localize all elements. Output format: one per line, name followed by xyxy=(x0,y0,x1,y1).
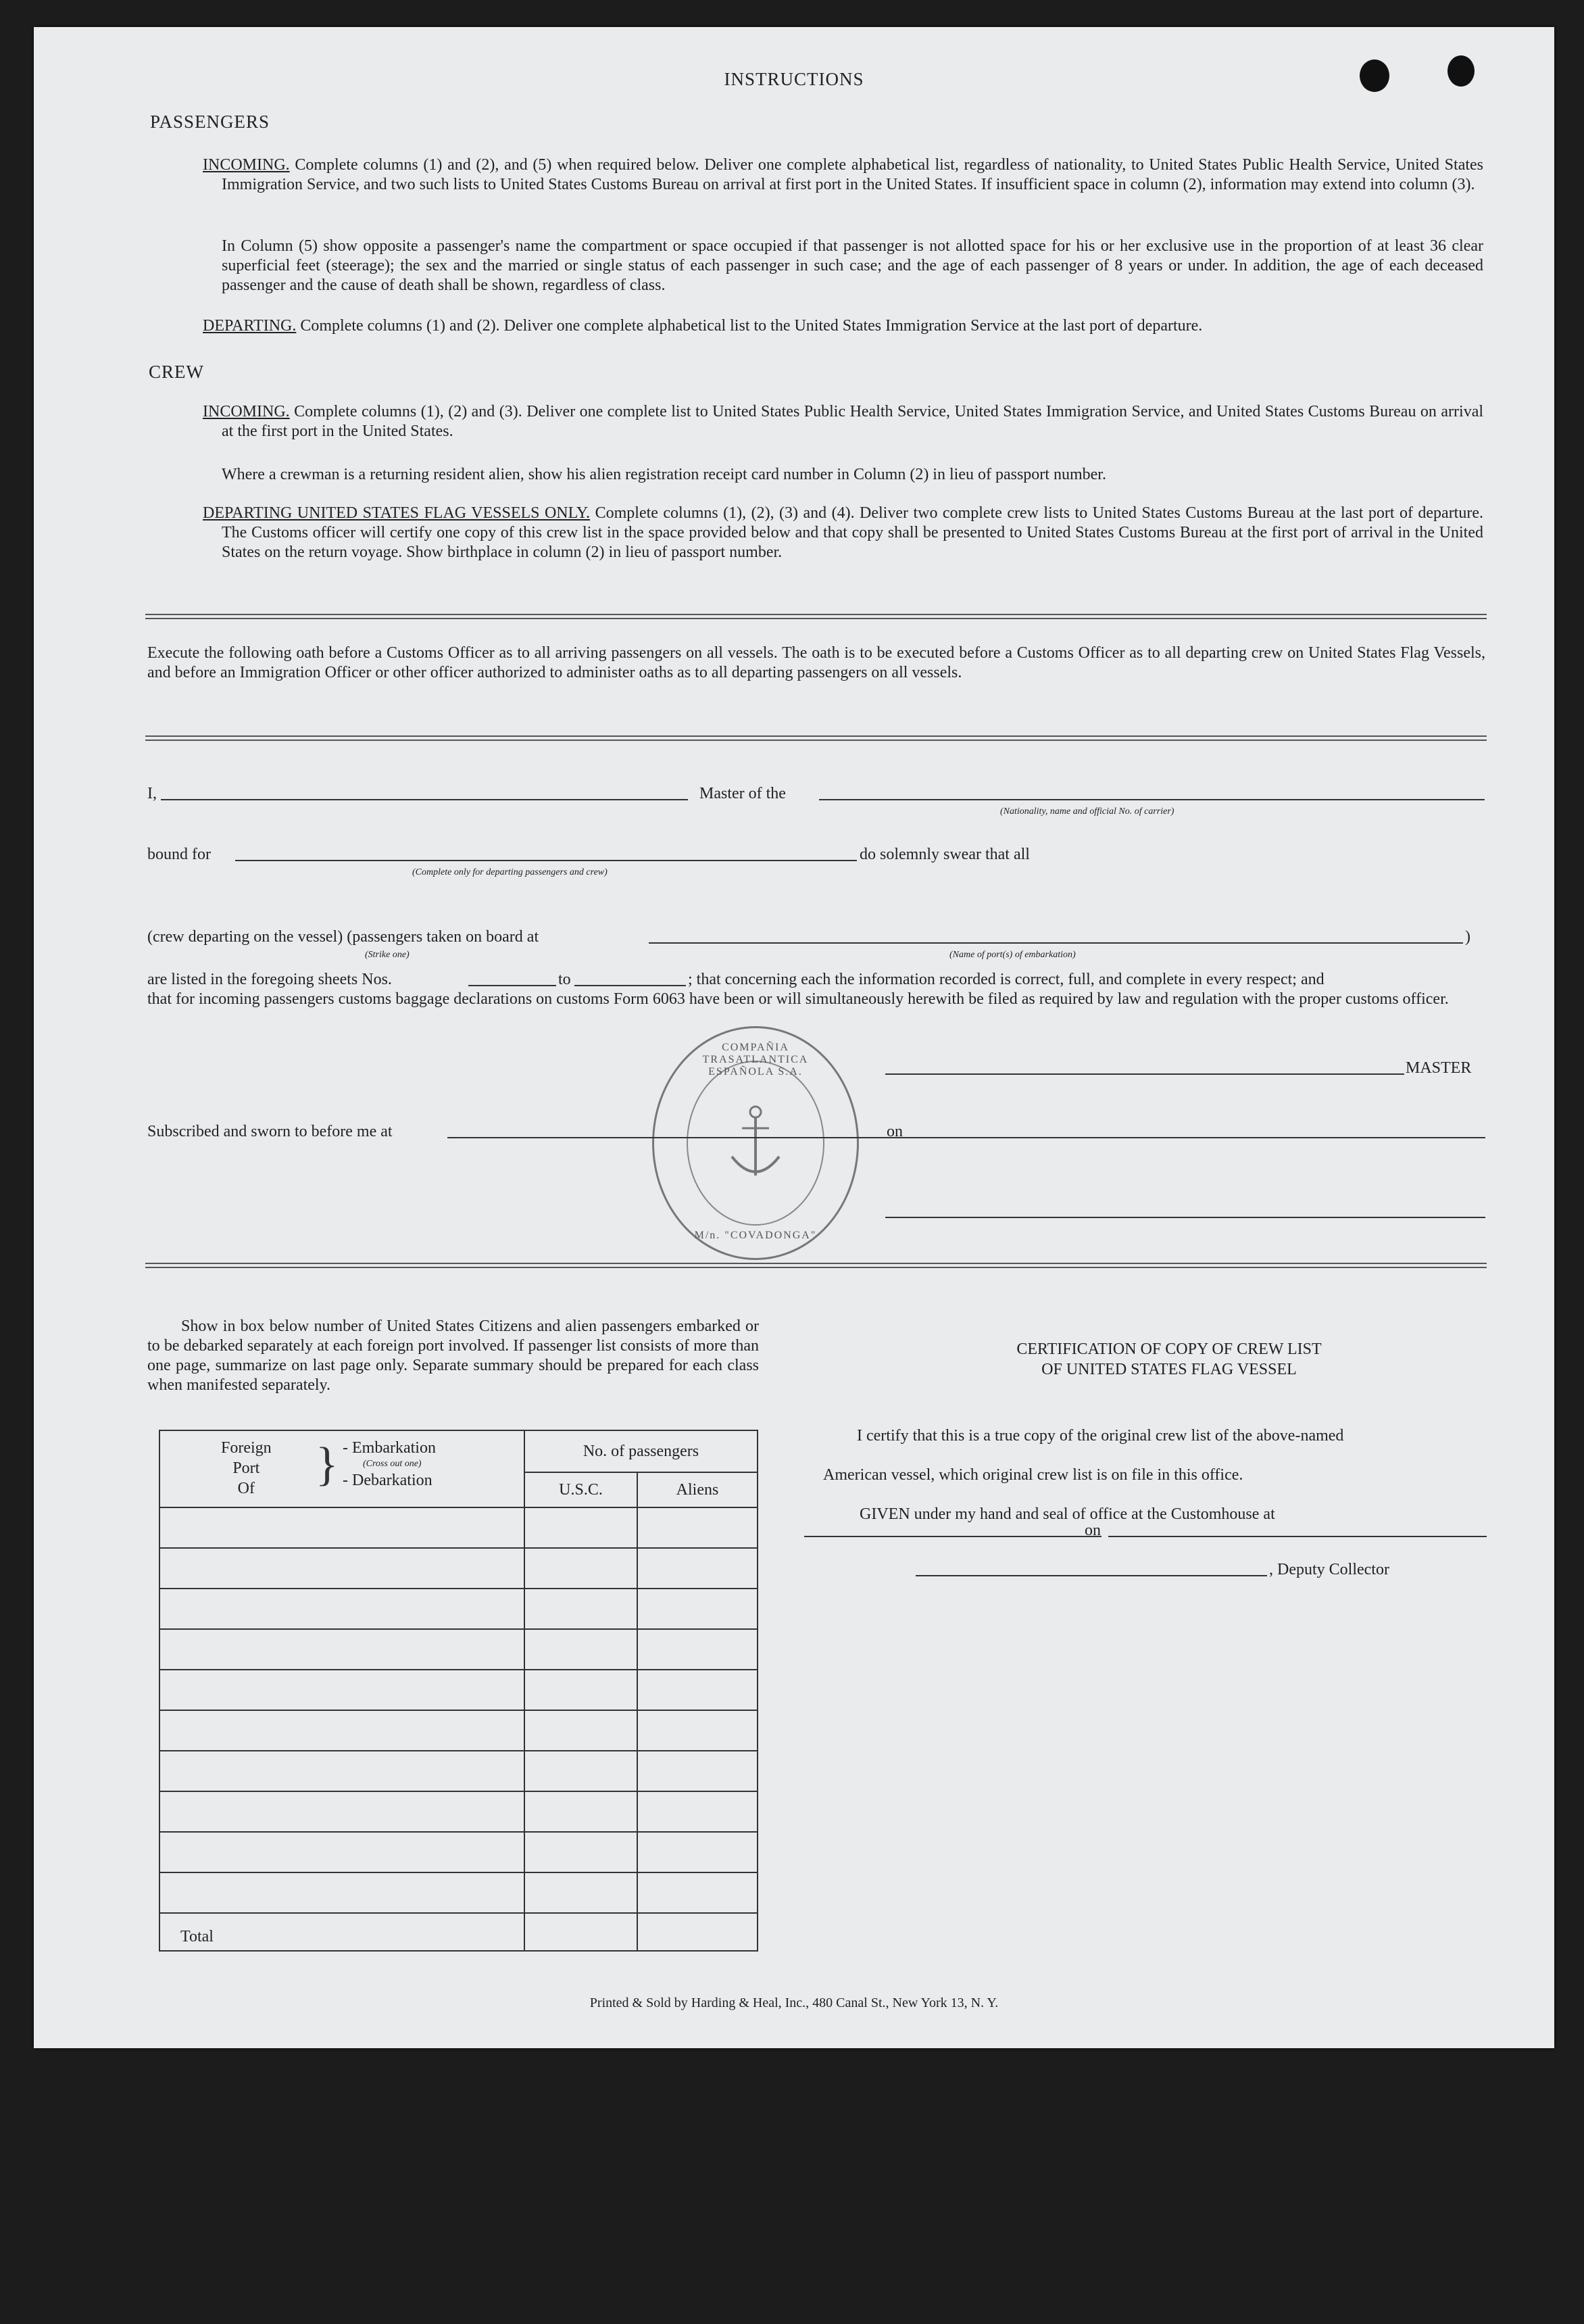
certification-title-2: OF UNITED STATES FLAG VESSEL xyxy=(1041,1361,1297,1378)
strike-one-hint: (Strike one) xyxy=(365,950,410,960)
aliens-cell[interactable] xyxy=(637,1548,758,1589)
seal-inner-ring xyxy=(687,1061,824,1226)
customhouse-date-field[interactable] xyxy=(1108,1536,1487,1537)
summary-intro: Show in box below number of United States Citizens and alien passengers embarked or to be debarked separately at each foreign port involved. If passenger list consists of more than one page, summarize on last page only. Separate summary should be prepared for each class when manifested separately. xyxy=(147,1317,759,1394)
foreign-port-header xyxy=(159,1430,524,1507)
usc-cell[interactable] xyxy=(524,1507,637,1548)
aliens-cell[interactable] xyxy=(637,1791,758,1832)
aliens-cell[interactable] xyxy=(637,1751,758,1791)
aliens-cell[interactable] xyxy=(637,1589,758,1629)
aliens-cell[interactable] xyxy=(637,1670,758,1710)
of-label: Of xyxy=(237,1480,255,1497)
sheet-from-field[interactable] xyxy=(468,985,556,986)
company-seal xyxy=(652,1026,859,1260)
passengers-departing-label: DEPARTING. xyxy=(203,317,297,335)
close-paren: ) xyxy=(1465,928,1470,946)
sheet-to-field[interactable] xyxy=(574,985,686,986)
oath-i-label: I, xyxy=(147,785,157,802)
aliens-cell[interactable] xyxy=(637,1629,758,1670)
customhouse-place-field[interactable] xyxy=(804,1536,1102,1537)
printer-footer: Printed & Sold by Harding & Heal, Inc., 480 Canal St., New York 13, N. Y. xyxy=(589,1995,999,2010)
crew-incoming-label: INCOMING. xyxy=(203,403,290,420)
table-row[interactable] xyxy=(159,1791,524,1832)
document-page xyxy=(34,27,1554,2048)
on-label: on xyxy=(887,1123,903,1140)
nationality-hint: (Nationality, name and official No. of carrier) xyxy=(1000,806,1174,817)
certify-line-1: I certify that this is a true copy of the original crew list of the above-named xyxy=(857,1427,1344,1445)
listed-rest: that for incoming passengers customs baggage declarations on customs Form 6063 have been or will simultaneously herewith be filed as required by law and regulation with the proper customs officer. xyxy=(147,990,1449,1008)
crew-incoming-paragraph xyxy=(203,402,1483,441)
usc-cell[interactable] xyxy=(524,1751,637,1791)
departing-hint: (Complete only for departing passengers and crew) xyxy=(412,867,608,877)
oath-intro: Execute the following oath before a Customs Officer as to all arriving passengers on all vessels. The oath is to be executed before a Customs Officer as to all departing crew on United States Flag Vessels, and before an Immigration Officer or other officer authorized to administer oaths as to all departing passengers on all vessels. xyxy=(147,644,1485,681)
crew-heading: CREW xyxy=(149,362,204,382)
table-row[interactable] xyxy=(159,1872,524,1913)
aliens-cell[interactable] xyxy=(637,1507,758,1548)
total-aliens-cell[interactable] xyxy=(637,1913,758,1951)
usc-cell[interactable] xyxy=(524,1670,637,1710)
listed-prefix: are listed in the foregoing sheets Nos. xyxy=(147,971,392,988)
certify-line-2: American vessel, which original crew list is on file in this office. xyxy=(823,1466,1243,1484)
passengers-departing-text: Complete columns (1) and (2). Deliver one complete alphabetical list to the United States Immigration Service at the last port of departure. xyxy=(300,317,1203,335)
aliens-header: Aliens xyxy=(637,1472,758,1507)
anchor-icon xyxy=(725,1103,786,1184)
seal-top-text: COMPAÑIA TRASATLANTICA ESPAÑOLA S.A. xyxy=(702,1042,809,1078)
crew-passengers-text: (crew departing on the vessel) (passengers taken on board at xyxy=(147,928,539,946)
bound-for-field[interactable] xyxy=(235,860,857,861)
aliens-cell[interactable] xyxy=(637,1710,758,1751)
vessel-name-field[interactable] xyxy=(819,799,1485,800)
table-row[interactable] xyxy=(159,1832,524,1872)
officer-signature-field[interactable] xyxy=(885,1217,1485,1218)
master-of-label: Master of the xyxy=(699,785,786,802)
divider xyxy=(145,614,1487,619)
passengers-incoming-label: INCOMING. xyxy=(203,156,290,174)
ports-hint: (Name of port(s) of embarkation) xyxy=(949,950,1076,960)
usc-cell[interactable] xyxy=(524,1548,637,1589)
usc-cell[interactable] xyxy=(524,1872,637,1913)
crew-departing-label: DEPARTING UNITED STATES FLAG VESSELS ONLY. xyxy=(203,504,591,522)
embarkation-port-field[interactable] xyxy=(649,942,1463,944)
certify-on-label: on xyxy=(1085,1522,1101,1539)
master-name-field[interactable] xyxy=(161,799,688,800)
to-label: to xyxy=(558,971,571,988)
total-usc-cell[interactable] xyxy=(524,1913,637,1951)
crew-incoming-text: Complete columns (1), (2) and (3). Deliver one complete list to United States Public Health Service, United States Immigration Service, and United States Customs Bureau on arrival at the first port in the United States. xyxy=(222,403,1484,440)
passenger-summary-table xyxy=(159,1430,758,1952)
deputy-collector-signature-field[interactable] xyxy=(916,1575,1267,1576)
usc-cell[interactable] xyxy=(524,1791,637,1832)
no-passengers-header: No. of passengers xyxy=(524,1430,758,1472)
crew-departing-paragraph xyxy=(203,504,1483,562)
table-row[interactable] xyxy=(159,1670,524,1710)
table-row[interactable] xyxy=(159,1507,524,1548)
debarkation-label: - Debarkation xyxy=(343,1472,432,1489)
table-row[interactable] xyxy=(159,1548,524,1589)
aliens-cell[interactable] xyxy=(637,1832,758,1872)
usc-cell[interactable] xyxy=(524,1629,637,1670)
master-signature-field[interactable] xyxy=(885,1073,1404,1075)
listed-suffix: ; that concerning each the information recorded is correct, full, and complete in every respect; and xyxy=(688,971,1325,988)
usc-cell[interactable] xyxy=(524,1832,637,1872)
swear-text: do solemnly swear that all xyxy=(860,846,1030,863)
column5-paragraph: In Column (5) show opposite a passenger's name the compartment or space occupied if that passenger is not allotted space for his or her exclusive use in the proportion of at least 36 clear superficial feet (steerage); the sex and the married or single status of each passenger in such case; and the age of each passenger of 8 years or under. In addition, the age of each deceased passenger and the cause of death shall be shown, regardless of class. xyxy=(222,237,1483,294)
master-label: MASTER xyxy=(1406,1059,1472,1077)
passengers-departing-paragraph xyxy=(203,316,1487,336)
aliens-cell[interactable] xyxy=(637,1872,758,1913)
crew-departing-text: Complete columns (1), (2), (3) and (4). Deliver two complete crew lists to United States Customs Bureau at the last port of departure. The Customs officer will certify one copy of this crew list in the space provided below and that copy shall be presented to United States Customs Bureau at the first port of arrival in the United States on the return voyage. Show birthplace in column (2) in lieu of passport number. xyxy=(222,504,1483,561)
passengers-incoming-text: Complete columns (1) and (2), and (5) when required below. Deliver one complete alphabetical list, regardless of nationality, to United States Public Health Service, United States Immigration Service, and two such lists to United States Customs Bureau on arrival at first port in the United States. If insufficient space in column (2), information may extend into column (3). xyxy=(222,156,1484,193)
certification-title-1: CERTIFICATION OF COPY OF CREW LIST xyxy=(1016,1340,1322,1358)
embarkation-label: - Embarkation xyxy=(343,1439,436,1457)
bound-for-label: bound for xyxy=(147,846,211,863)
page-title: INSTRUCTIONS xyxy=(724,69,864,89)
seal-bottom-text: M/n. "COVADONGA" xyxy=(694,1230,817,1241)
usc-header: U.S.C. xyxy=(524,1472,637,1507)
certify-line-3: GIVEN under my hand and seal of office at the Customhouse at xyxy=(860,1505,1275,1523)
subscribed-label: Subscribed and sworn to before me at xyxy=(147,1123,393,1140)
sworn-place-field[interactable] xyxy=(447,1137,914,1138)
total-row-label: Total xyxy=(159,1913,524,1951)
table-row[interactable] xyxy=(159,1589,524,1629)
table-row[interactable] xyxy=(159,1751,524,1791)
divider xyxy=(145,1263,1487,1268)
foreign-label: Foreign xyxy=(221,1439,272,1457)
table-row[interactable] xyxy=(159,1710,524,1751)
passengers-heading: PASSENGERS xyxy=(150,112,270,132)
passengers-incoming-paragraph xyxy=(203,155,1483,195)
usc-cell[interactable] xyxy=(524,1710,637,1751)
sworn-date-field[interactable] xyxy=(909,1137,1485,1138)
usc-cell[interactable] xyxy=(524,1589,637,1629)
port-label: Port xyxy=(232,1459,260,1477)
divider xyxy=(145,735,1487,741)
crew-returning-paragraph: Where a crewman is a returning resident alien, show his alien registration receipt card number in Column (2) in lieu of passport number. xyxy=(222,466,1106,483)
deputy-collector-label: , Deputy Collector xyxy=(1269,1561,1389,1578)
cross-out-hint: (Cross out one) xyxy=(363,1459,422,1469)
table-row[interactable] xyxy=(159,1629,524,1670)
brace-icon: } xyxy=(316,1438,339,1491)
